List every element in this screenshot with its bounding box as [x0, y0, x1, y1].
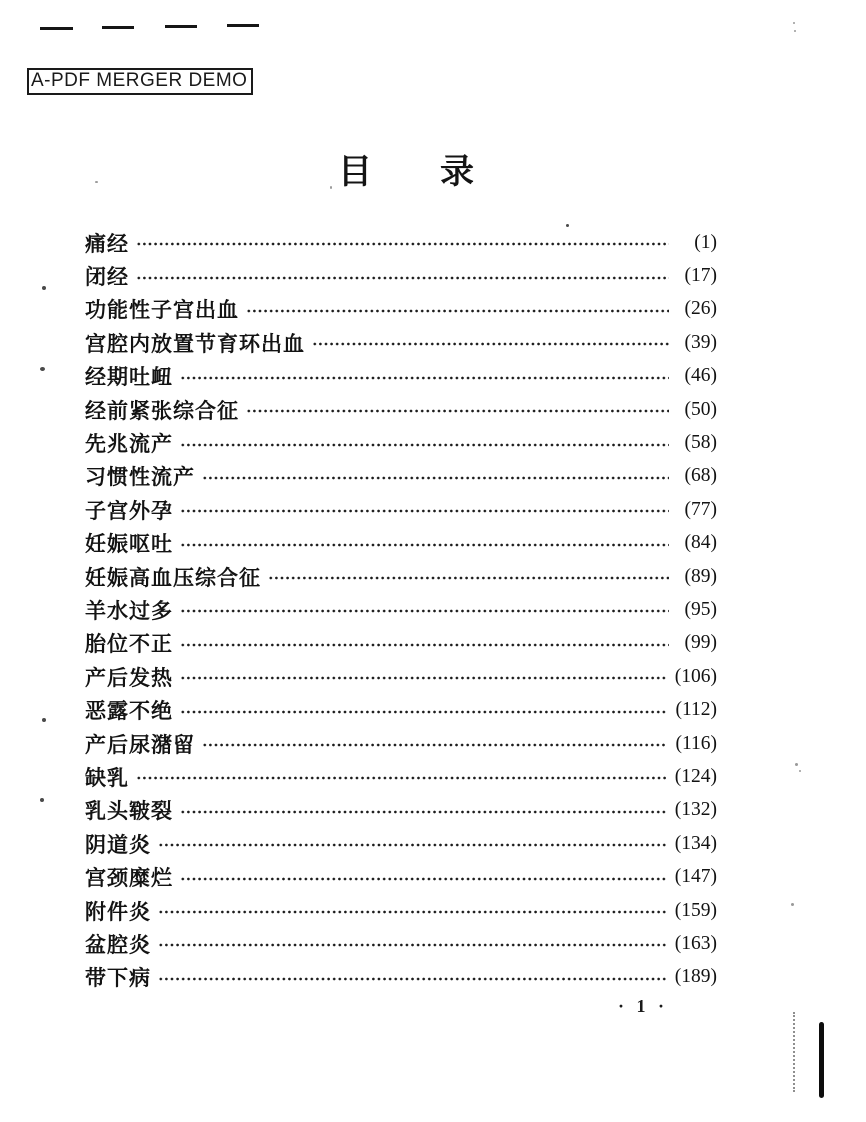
toc-entry [85, 426, 717, 459]
dotted-leader [180, 806, 667, 818]
dotted-leader [136, 238, 669, 250]
toc-entry-page: (77) [684, 498, 717, 520]
scan-artifact-speck [799, 770, 801, 772]
toc-entry [85, 293, 717, 326]
toc-entry-page: (58) [684, 432, 717, 454]
scan-artifact-speck [795, 763, 798, 766]
toc-entry-page: (106) [674, 665, 717, 687]
toc-entry-page: (132) [674, 799, 717, 821]
scan-artifact-dash [102, 26, 134, 29]
toc-entry-title: 羊水过多 [85, 598, 173, 623]
dotted-leader [158, 973, 667, 985]
toc-entry-page: (1) [694, 231, 717, 253]
toc-entry [85, 226, 717, 259]
toc-entry-page: (99) [684, 632, 717, 654]
toc-entry [85, 860, 717, 893]
toc-entry-page: (46) [684, 365, 717, 387]
toc-entry-page: (189) [674, 966, 717, 988]
toc-entry-title: 阴道炎 [85, 832, 151, 857]
scan-artifact-dash [227, 24, 259, 27]
toc-entry-title: 带下病 [85, 966, 151, 991]
toc-entry [85, 627, 717, 660]
toc-entry [85, 760, 717, 793]
dotted-leader [158, 939, 667, 951]
toc-entry-title: 产后尿潴留 [85, 732, 195, 757]
toc-entry-title: 妊娠高血压综合征 [85, 565, 261, 590]
toc-entry-title: 经前紧张综合征 [85, 398, 239, 423]
toc-entry-page: (39) [684, 331, 717, 353]
dotted-leader [136, 772, 667, 784]
toc-entry-page: (95) [684, 598, 717, 620]
toc-entry-page: (124) [674, 765, 717, 787]
toc-entry-title: 妊娠呕吐 [85, 532, 173, 557]
scan-artifact-dotted-line [793, 1012, 795, 1092]
scan-artifact-speck [40, 367, 45, 371]
scan-artifact-speck [330, 186, 332, 189]
toc-entry [85, 660, 717, 693]
watermark-text: A-PDF MERGER DEMO [31, 70, 248, 91]
scan-artifact-speck [794, 30, 796, 32]
toc-entry-page: (17) [684, 265, 717, 287]
toc-entry-title: 痛经 [85, 231, 129, 256]
scan-artifact-dash [165, 25, 197, 28]
dotted-leader [180, 672, 667, 684]
toc-entry [85, 794, 717, 827]
toc-entry-title: 经期吐衄 [85, 365, 173, 390]
dotted-leader [136, 272, 669, 284]
watermark-badge [27, 68, 253, 95]
dotted-leader [268, 572, 669, 584]
toc-entry-title: 盆腔炎 [85, 932, 151, 957]
toc-entry-title: 宫颈糜烂 [85, 866, 173, 891]
scan-artifact-speck [42, 718, 46, 722]
toc-entry-title: 宫腔内放置节育环出血 [85, 331, 305, 356]
dotted-leader [202, 472, 669, 484]
toc-entry-page: (84) [684, 532, 717, 554]
dotted-leader [180, 505, 669, 517]
toc-entry-page: (159) [674, 899, 717, 921]
toc-entry [85, 894, 717, 927]
toc-entry [85, 360, 717, 393]
toc-entry-page: (26) [684, 298, 717, 320]
toc-entry [85, 693, 717, 726]
toc-entry [85, 259, 717, 292]
dotted-leader [246, 305, 669, 317]
toc-entry [85, 827, 717, 860]
toc-entry-title: 产后发热 [85, 665, 173, 690]
toc-entry-page: (68) [684, 465, 717, 487]
toc-entry-page: (116) [675, 732, 717, 754]
scan-artifact-speck [793, 22, 795, 24]
toc-entry-title: 先兆流产 [85, 432, 173, 457]
toc-entry-title: 功能性子宫出血 [85, 298, 239, 323]
toc-entry-page: (134) [674, 832, 717, 854]
toc-entry [85, 961, 717, 994]
toc-entry [85, 727, 717, 760]
toc-entry-title: 闭经 [85, 265, 129, 290]
toc-entry [85, 560, 717, 593]
toc-entry [85, 460, 717, 493]
page-title: 目 录 [338, 154, 474, 191]
dotted-leader [180, 539, 669, 551]
toc-entry-title: 缺乳 [85, 765, 129, 790]
toc-entry-page: (147) [674, 866, 717, 888]
dotted-leader [180, 639, 669, 651]
toc-entry-title: 附件炎 [85, 899, 151, 924]
toc-entry [85, 527, 717, 560]
dotted-leader [202, 739, 667, 751]
dotted-leader [180, 873, 667, 885]
toc-entry-title: 胎位不正 [85, 632, 173, 657]
scan-artifact-speck [791, 903, 794, 906]
dotted-leader [158, 839, 667, 851]
page-number: · 1 · [618, 996, 665, 1016]
dotted-leader [246, 405, 669, 417]
dotted-leader [180, 706, 667, 718]
dotted-leader [312, 338, 669, 350]
toc-entry [85, 393, 717, 426]
toc-entry-page: (89) [684, 565, 717, 587]
scan-artifact-dash [40, 27, 73, 30]
dotted-leader [180, 439, 669, 451]
toc-entry-title: 乳头皲裂 [85, 799, 173, 824]
toc-entry [85, 927, 717, 960]
toc-list [85, 226, 717, 994]
toc-entry [85, 326, 717, 359]
dotted-leader [180, 605, 669, 617]
toc-entry [85, 593, 717, 626]
scan-artifact-speck [40, 798, 44, 802]
toc-entry-title: 习惯性流产 [85, 465, 195, 490]
toc-entry-page: (163) [674, 932, 717, 954]
toc-entry-title: 恶露不绝 [85, 699, 173, 724]
scan-artifact-speck [95, 181, 98, 183]
toc-entry-page: (50) [684, 398, 717, 420]
scan-artifact-binding-bar [819, 1022, 824, 1098]
toc-entry-page: (112) [675, 699, 717, 721]
scan-artifact-speck [42, 286, 46, 290]
dotted-leader [180, 372, 669, 384]
toc-entry-title: 子宫外孕 [85, 498, 173, 523]
dotted-leader [158, 906, 667, 918]
toc-entry [85, 493, 717, 526]
